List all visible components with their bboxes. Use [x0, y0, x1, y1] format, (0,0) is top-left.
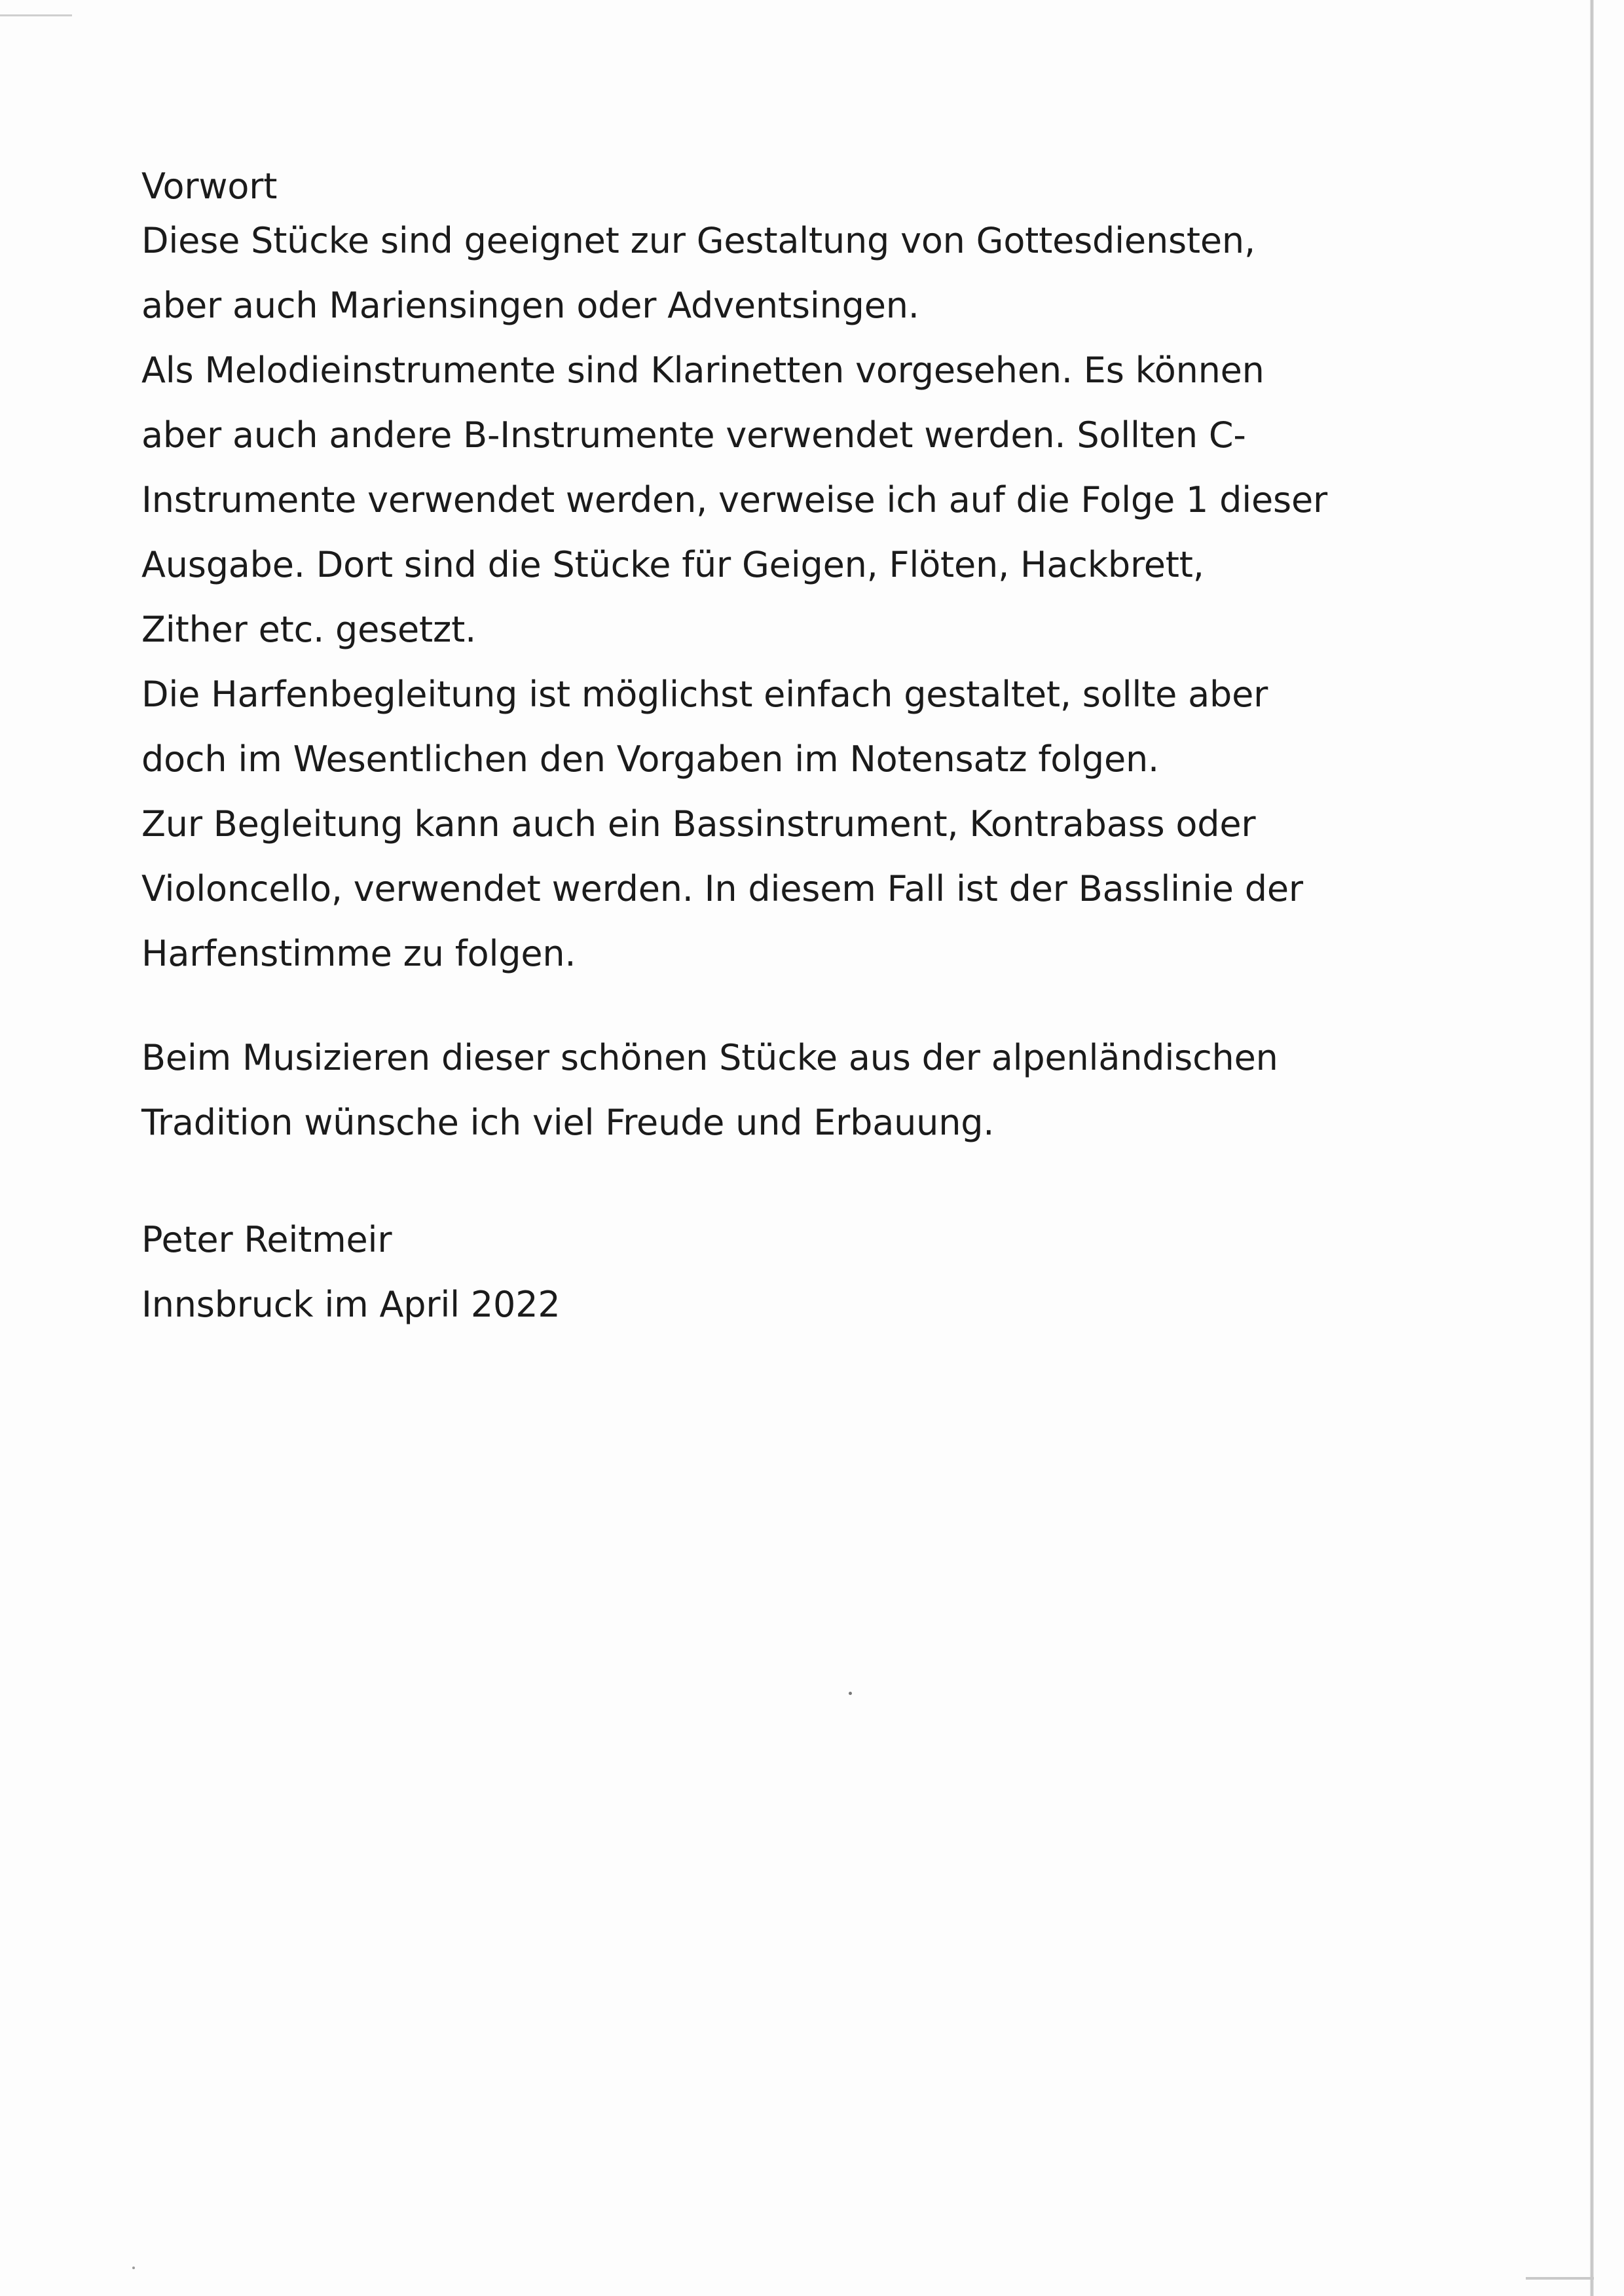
- text-line: Harfenstimme zu folgen.: [141, 933, 576, 974]
- author-name: Peter Reitmeir: [141, 1219, 392, 1260]
- scan-edge-bottom: [1526, 2277, 1594, 2280]
- paragraph-spacer: [141, 1155, 1333, 1207]
- text-line: Diese Stücke sind geeignet zur Gestaltung von Gottesdiensten,: [141, 220, 1255, 261]
- text-line: Beim Musizieren dieser schönen Stücke aus der alpenländischen: [141, 1037, 1278, 1078]
- text-line: aber auch andere B-Instrumente verwendet werden. Sollten C-: [141, 414, 1246, 456]
- text-line: Die Harfenbegleitung ist möglichst einfach gestaltet, sollte aber: [141, 674, 1268, 715]
- place-and-date: Innsbruck im April 2022: [141, 1284, 561, 1325]
- text-line: doch im Wesentlichen den Vorgaben im Notensatz folgen.: [141, 738, 1159, 780]
- foreword-paragraph: [141, 208, 1333, 986]
- paragraph-spacer: [141, 986, 1333, 1025]
- signature-block: [141, 1207, 1333, 1337]
- text-line: Ausgabe. Dort sind die Stücke für Geigen, Flöten, Hackbrett,: [141, 544, 1204, 585]
- closing-paragraph: [141, 1025, 1333, 1155]
- text-line: Instrumente verwendet werden, verweise ich auf die Folge 1 dieser: [141, 479, 1327, 520]
- scan-speck: [132, 2267, 135, 2269]
- text-line: Zur Begleitung kann auch ein Bassinstrument, Kontrabass oder: [141, 803, 1256, 845]
- text-line: Violoncello, verwendet werden. In diesem Fall ist der Basslinie der: [141, 868, 1303, 909]
- text-line: aber auch Mariensingen oder Adventsingen.: [141, 285, 919, 326]
- scan-edge-top: [0, 14, 72, 16]
- scan-edge-right: [1590, 0, 1594, 2296]
- text-line: Zither etc. gesetzt.: [141, 609, 477, 650]
- text-line: Als Melodieinstrumente sind Klarinetten vorgesehen. Es können: [141, 350, 1264, 391]
- page-title: Vorwort: [141, 166, 278, 207]
- foreword-text: [141, 165, 1333, 1337]
- text-line: Tradition wünsche ich viel Freude und Erbauung.: [141, 1102, 995, 1143]
- scan-speck: [849, 1692, 852, 1695]
